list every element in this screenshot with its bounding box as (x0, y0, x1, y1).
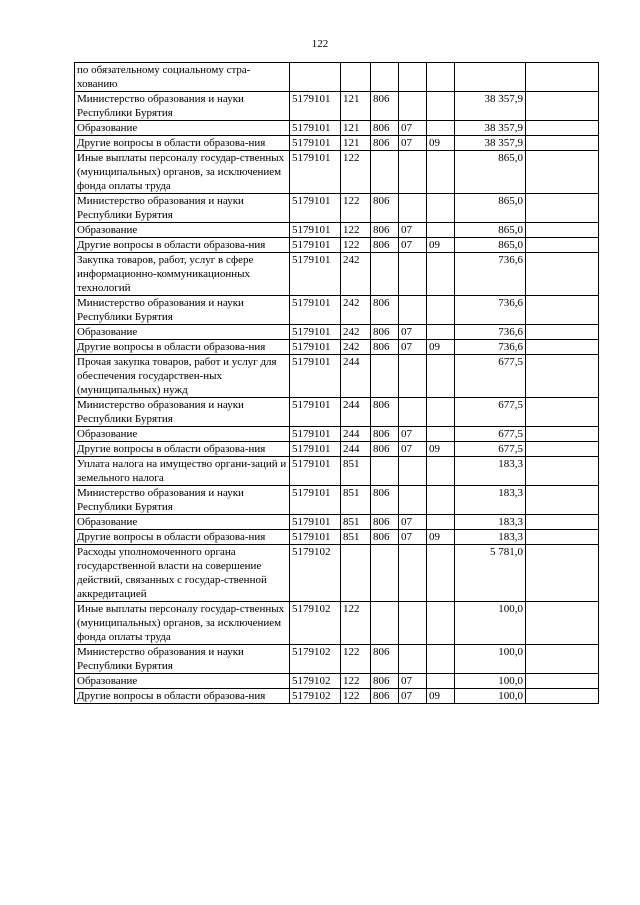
expense-type-code-cell: 244 (341, 398, 371, 427)
section-code-cell (399, 296, 427, 325)
row-name-cell: Уплата налога на имущество органи-заций и земельного налога (75, 457, 290, 486)
row-name-cell: Министерство образования и науки Республики Бурятия (75, 194, 290, 223)
amount-cell: 677,5 (455, 398, 526, 427)
ministry-code-cell: 806 (371, 121, 399, 136)
row-name-cell: Министерство образования и науки Республики Бурятия (75, 398, 290, 427)
ministry-code-cell (371, 545, 399, 602)
subsection-code-cell: 09 (427, 136, 455, 151)
amount-cell: 38 357,9 (455, 121, 526, 136)
target-article-code-cell: 5179101 (290, 325, 341, 340)
ministry-code-cell: 806 (371, 486, 399, 515)
expense-type-code-cell: 121 (341, 136, 371, 151)
empty-cell (526, 121, 599, 136)
ministry-code-cell (371, 253, 399, 296)
expense-type-code-cell: 244 (341, 442, 371, 457)
amount-cell: 183,3 (455, 530, 526, 545)
empty-cell (526, 645, 599, 674)
row-name-cell: Министерство образования и науки Республики Бурятия (75, 645, 290, 674)
ministry-code-cell: 806 (371, 340, 399, 355)
subsection-code-cell (427, 325, 455, 340)
ministry-code-cell: 806 (371, 442, 399, 457)
amount-cell: 736,6 (455, 253, 526, 296)
section-code-cell (399, 645, 427, 674)
amount-cell: 183,3 (455, 515, 526, 530)
row-name-cell: Прочая закупка товаров, работ и услуг для обеспечения государствен-ных (муниципальных) нужд (75, 355, 290, 398)
amount-cell: 736,6 (455, 340, 526, 355)
target-article-code-cell: 5179101 (290, 92, 341, 121)
amount-cell: 736,6 (455, 296, 526, 325)
subsection-code-cell: 09 (427, 238, 455, 253)
table-row (75, 136, 599, 151)
ministry-code-cell: 806 (371, 674, 399, 689)
expense-type-code-cell: 242 (341, 340, 371, 355)
target-article-code-cell: 5179101 (290, 442, 341, 457)
row-name-cell: Образование (75, 223, 290, 238)
ministry-code-cell: 806 (371, 398, 399, 427)
ministry-code-cell (371, 63, 399, 92)
amount-cell: 677,5 (455, 427, 526, 442)
target-article-code-cell: 5179101 (290, 515, 341, 530)
table-row (75, 398, 599, 427)
ministry-code-cell: 806 (371, 296, 399, 325)
section-code-cell: 07 (399, 325, 427, 340)
ministry-code-cell: 806 (371, 194, 399, 223)
section-code-cell: 07 (399, 689, 427, 704)
table-row (75, 442, 599, 457)
target-article-code-cell: 5179101 (290, 355, 341, 398)
table-row (75, 645, 599, 674)
expense-type-code-cell: 122 (341, 238, 371, 253)
amount-cell: 677,5 (455, 442, 526, 457)
page-number: 122 (311, 38, 329, 50)
subsection-code-cell (427, 121, 455, 136)
subsection-code-cell (427, 674, 455, 689)
ministry-code-cell: 806 (371, 136, 399, 151)
ministry-code-cell: 806 (371, 515, 399, 530)
section-code-cell (399, 63, 427, 92)
section-code-cell: 07 (399, 136, 427, 151)
table-row (75, 194, 599, 223)
empty-cell (526, 398, 599, 427)
row-name-cell: Другие вопросы в области образова-ния (75, 689, 290, 704)
subsection-code-cell: 09 (427, 689, 455, 704)
table-row (75, 92, 599, 121)
empty-cell (526, 340, 599, 355)
empty-cell (526, 674, 599, 689)
section-code-cell: 07 (399, 340, 427, 355)
amount-cell: 865,0 (455, 151, 526, 194)
table-body (75, 63, 599, 704)
target-article-code-cell: 5179101 (290, 398, 341, 427)
row-name-cell: по обязательному социальному стра-хованию (75, 63, 290, 92)
amount-cell: 865,0 (455, 238, 526, 253)
expense-type-code-cell: 122 (341, 689, 371, 704)
table-row (75, 355, 599, 398)
section-code-cell: 07 (399, 530, 427, 545)
subsection-code-cell (427, 63, 455, 92)
empty-cell (526, 355, 599, 398)
empty-cell (526, 223, 599, 238)
expense-type-code-cell: 851 (341, 486, 371, 515)
row-name-cell: Другие вопросы в области образова-ния (75, 442, 290, 457)
ministry-code-cell: 806 (371, 645, 399, 674)
amount-cell: 100,0 (455, 689, 526, 704)
section-code-cell (399, 92, 427, 121)
subsection-code-cell (427, 545, 455, 602)
section-code-cell: 07 (399, 515, 427, 530)
expense-type-code-cell: 851 (341, 515, 371, 530)
table-row (75, 674, 599, 689)
subsection-code-cell (427, 253, 455, 296)
subsection-code-cell (427, 223, 455, 238)
expense-type-code-cell: 122 (341, 674, 371, 689)
section-code-cell (399, 486, 427, 515)
expense-type-code-cell: 122 (341, 602, 371, 645)
amount-cell: 38 357,9 (455, 136, 526, 151)
empty-cell (526, 325, 599, 340)
subsection-code-cell: 09 (427, 530, 455, 545)
ministry-code-cell (371, 151, 399, 194)
row-name-cell: Образование (75, 515, 290, 530)
expense-type-code-cell: 121 (341, 121, 371, 136)
row-name-cell: Образование (75, 121, 290, 136)
section-code-cell: 07 (399, 442, 427, 457)
table-row (75, 602, 599, 645)
target-article-code-cell: 5179101 (290, 136, 341, 151)
subsection-code-cell (427, 194, 455, 223)
ministry-code-cell: 806 (371, 530, 399, 545)
target-article-code-cell: 5179101 (290, 457, 341, 486)
table-row (75, 340, 599, 355)
empty-cell (526, 238, 599, 253)
subsection-code-cell (427, 486, 455, 515)
expense-type-code-cell: 242 (341, 296, 371, 325)
target-article-code-cell: 5179101 (290, 223, 341, 238)
target-article-code-cell: 5179101 (290, 253, 341, 296)
empty-cell (526, 136, 599, 151)
section-code-cell (399, 602, 427, 645)
amount-cell: 5 781,0 (455, 545, 526, 602)
target-article-code-cell: 5179101 (290, 121, 341, 136)
amount-cell: 100,0 (455, 602, 526, 645)
empty-cell (526, 253, 599, 296)
ministry-code-cell: 806 (371, 238, 399, 253)
budget-table (74, 62, 599, 704)
subsection-code-cell (427, 427, 455, 442)
row-name-cell: Другие вопросы в области образова-ния (75, 238, 290, 253)
expense-type-code-cell: 122 (341, 151, 371, 194)
expense-type-code-cell: 122 (341, 194, 371, 223)
table-row (75, 545, 599, 602)
row-name-cell: Иные выплаты персоналу государ-ственных (муниципальных) органов, за исключением фонда оплаты труда (75, 151, 290, 194)
amount-cell: 736,6 (455, 325, 526, 340)
row-name-cell: Другие вопросы в области образова-ния (75, 340, 290, 355)
expense-type-code-cell: 121 (341, 92, 371, 121)
amount-cell (455, 63, 526, 92)
row-name-cell: Образование (75, 674, 290, 689)
section-code-cell: 07 (399, 223, 427, 238)
target-article-code-cell: 5179101 (290, 530, 341, 545)
subsection-code-cell (427, 151, 455, 194)
table-row (75, 253, 599, 296)
table-row (75, 238, 599, 253)
row-name-cell: Министерство образования и науки Республики Бурятия (75, 486, 290, 515)
subsection-code-cell (427, 457, 455, 486)
table-row (75, 223, 599, 238)
table-row (75, 427, 599, 442)
row-name-cell: Министерство образования и науки Республики Бурятия (75, 296, 290, 325)
expense-type-code-cell (341, 63, 371, 92)
table-row (75, 457, 599, 486)
empty-cell (526, 427, 599, 442)
amount-cell: 865,0 (455, 223, 526, 238)
section-code-cell (399, 355, 427, 398)
empty-cell (526, 457, 599, 486)
amount-cell: 38 357,9 (455, 92, 526, 121)
ministry-code-cell: 806 (371, 427, 399, 442)
section-code-cell: 07 (399, 427, 427, 442)
subsection-code-cell (427, 296, 455, 325)
ministry-code-cell (371, 355, 399, 398)
section-code-cell: 07 (399, 238, 427, 253)
table-row (75, 689, 599, 704)
amount-cell: 183,3 (455, 486, 526, 515)
target-article-code-cell: 5179102 (290, 674, 341, 689)
table-row (75, 296, 599, 325)
empty-cell (526, 689, 599, 704)
ministry-code-cell: 806 (371, 223, 399, 238)
row-name-cell: Закупка товаров, работ, услуг в сфере информационно-коммуникационных технологий (75, 253, 290, 296)
amount-cell: 183,3 (455, 457, 526, 486)
ministry-code-cell (371, 602, 399, 645)
target-article-code-cell: 5179101 (290, 151, 341, 194)
ministry-code-cell (371, 457, 399, 486)
row-name-cell: Образование (75, 427, 290, 442)
section-code-cell: 07 (399, 121, 427, 136)
target-article-code-cell: 5179101 (290, 296, 341, 325)
target-article-code-cell: 5179102 (290, 545, 341, 602)
expense-type-code-cell: 122 (341, 223, 371, 238)
target-article-code-cell: 5179102 (290, 645, 341, 674)
expense-type-code-cell: 244 (341, 427, 371, 442)
table-row (75, 486, 599, 515)
ministry-code-cell: 806 (371, 325, 399, 340)
target-article-code-cell: 5179101 (290, 427, 341, 442)
row-name-cell: Другие вопросы в области образова-ния (75, 136, 290, 151)
table-row (75, 151, 599, 194)
ministry-code-cell: 806 (371, 92, 399, 121)
table-row (75, 63, 599, 92)
expense-type-code-cell: 244 (341, 355, 371, 398)
empty-cell (526, 515, 599, 530)
ministry-code-cell: 806 (371, 689, 399, 704)
empty-cell (526, 545, 599, 602)
section-code-cell (399, 194, 427, 223)
amount-cell: 100,0 (455, 674, 526, 689)
row-name-cell: Расходы уполномоченного органа государственной власти на совершение действий, связанных с государ-ственной аккредитацией (75, 545, 290, 602)
empty-cell (526, 194, 599, 223)
section-code-cell (399, 151, 427, 194)
section-code-cell (399, 545, 427, 602)
subsection-code-cell: 09 (427, 340, 455, 355)
expense-type-code-cell: 851 (341, 530, 371, 545)
table-row (75, 530, 599, 545)
target-article-code-cell: 5179101 (290, 238, 341, 253)
section-code-cell (399, 457, 427, 486)
section-code-cell (399, 253, 427, 296)
expense-type-code-cell: 851 (341, 457, 371, 486)
row-name-cell: Образование (75, 325, 290, 340)
table-row (75, 121, 599, 136)
empty-cell (526, 296, 599, 325)
empty-cell (526, 92, 599, 121)
target-article-code-cell: 5179101 (290, 340, 341, 355)
table-row (75, 325, 599, 340)
section-code-cell: 07 (399, 674, 427, 689)
target-article-code-cell: 5179101 (290, 194, 341, 223)
expense-type-code-cell (341, 545, 371, 602)
empty-cell (526, 530, 599, 545)
subsection-code-cell (427, 515, 455, 530)
target-article-code-cell: 5179102 (290, 689, 341, 704)
empty-cell (526, 602, 599, 645)
subsection-code-cell (427, 398, 455, 427)
target-article-code-cell: 5179101 (290, 486, 341, 515)
empty-cell (526, 151, 599, 194)
row-name-cell: Иные выплаты персоналу государ-ственных (муниципальных) органов, за исключением фонда оплаты труда (75, 602, 290, 645)
subsection-code-cell: 09 (427, 442, 455, 457)
subsection-code-cell (427, 92, 455, 121)
empty-cell (526, 442, 599, 457)
empty-cell (526, 486, 599, 515)
expense-type-code-cell: 242 (341, 253, 371, 296)
table-row (75, 515, 599, 530)
target-article-code-cell (290, 63, 341, 92)
subsection-code-cell (427, 645, 455, 674)
row-name-cell: Другие вопросы в области образова-ния (75, 530, 290, 545)
amount-cell: 677,5 (455, 355, 526, 398)
expense-type-code-cell: 122 (341, 645, 371, 674)
section-code-cell (399, 398, 427, 427)
row-name-cell: Министерство образования и науки Республики Бурятия (75, 92, 290, 121)
empty-cell (526, 63, 599, 92)
subsection-code-cell (427, 355, 455, 398)
target-article-code-cell: 5179102 (290, 602, 341, 645)
subsection-code-cell (427, 602, 455, 645)
amount-cell: 100,0 (455, 645, 526, 674)
amount-cell: 865,0 (455, 194, 526, 223)
expense-type-code-cell: 242 (341, 325, 371, 340)
